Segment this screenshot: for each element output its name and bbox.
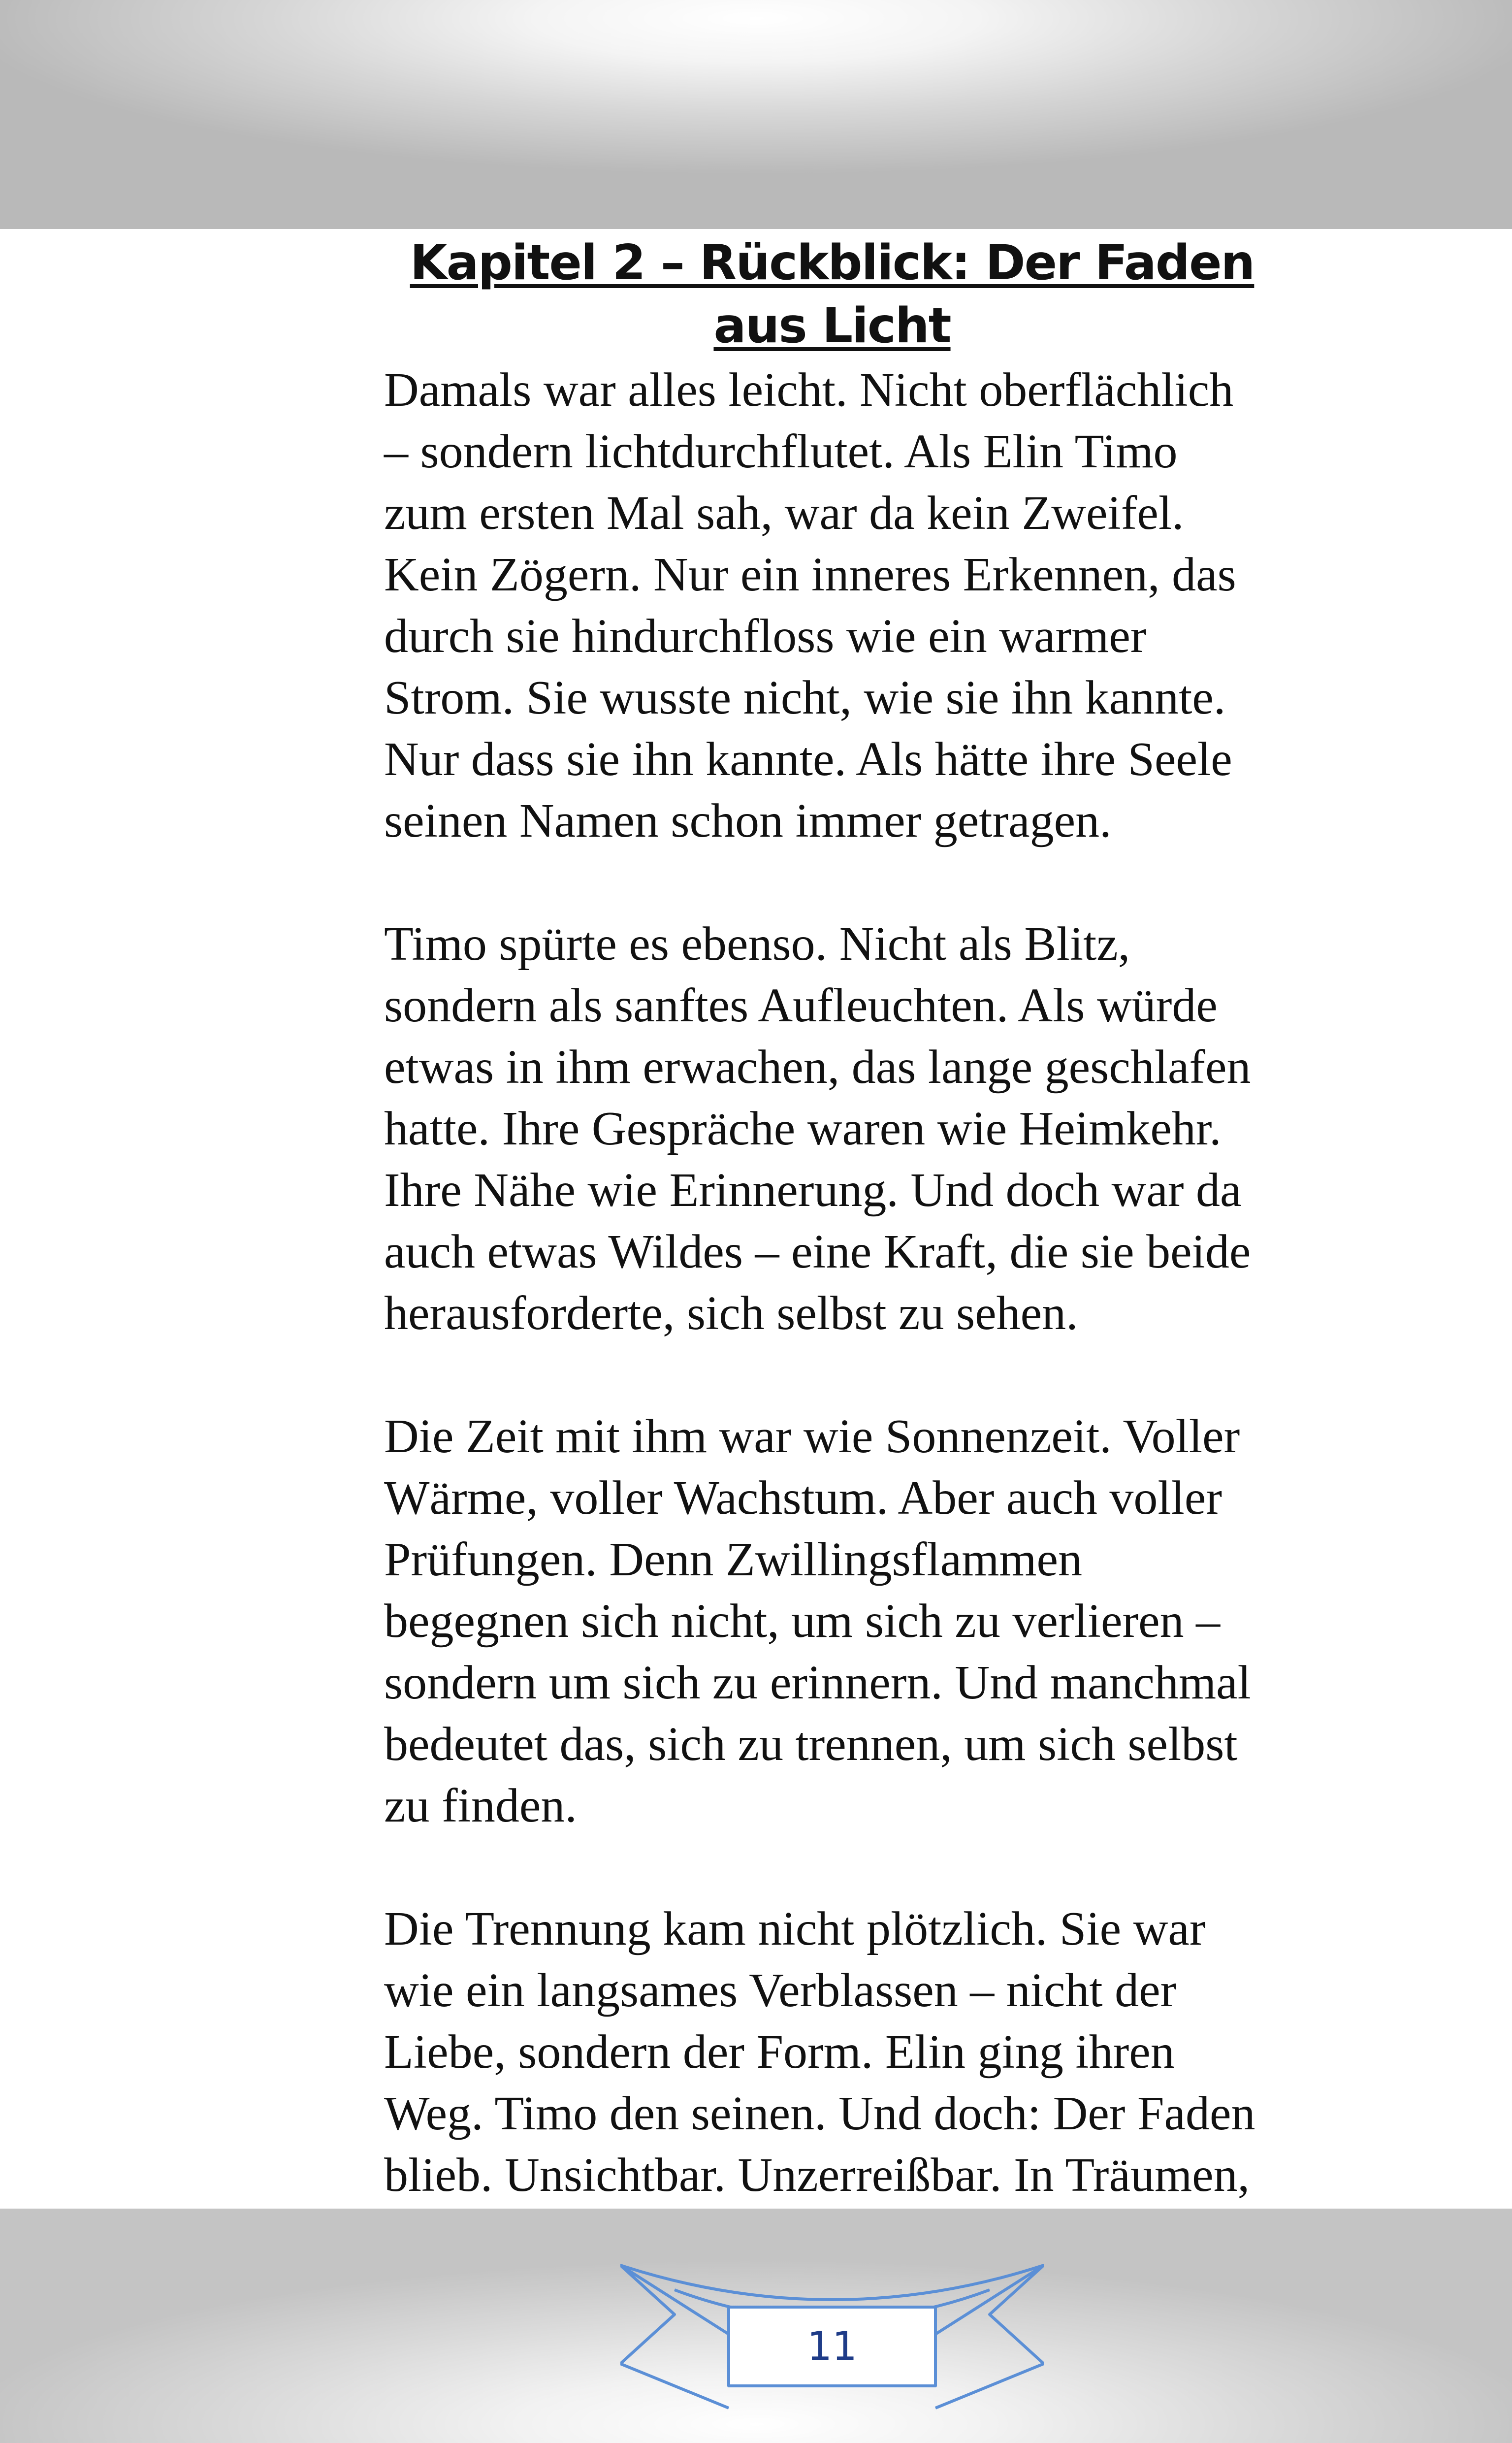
text-line: Die Zeit mit ihm war wie Sonnenzeit. Voller bbox=[384, 1410, 1240, 1463]
text-line: zum ersten Mal sah, war da kein Zweifel. bbox=[384, 487, 1184, 540]
text-line: herausforderte, sich selbst zu sehen. bbox=[384, 1287, 1078, 1340]
page-number: 11 bbox=[807, 2323, 857, 2369]
paragraph-break bbox=[384, 852, 1319, 913]
text-line: Wärme, voller Wachstum. Aber auch voller bbox=[384, 1471, 1222, 1525]
chapter-title-line-1: Kapitel 2 – Rückblick: Der Faden bbox=[410, 235, 1255, 291]
text-line: sondern als sanftes Aufleuchten. Als würde bbox=[384, 979, 1218, 1032]
text-line: Ihre Nähe wie Erinnerung. Und doch war da bbox=[384, 1164, 1242, 1217]
text-line: Damals war alles leicht. Nicht oberflächlich bbox=[384, 363, 1234, 417]
text-line: Strom. Sie wusste nicht, wie sie ihn kannte. bbox=[384, 671, 1226, 724]
chapter-title bbox=[384, 231, 1280, 358]
text-line: zu finden. bbox=[384, 1779, 577, 1832]
text-line: Prüfungen. Denn Zwillingsflammen bbox=[384, 1533, 1083, 1586]
text-line: sondern um sich zu erinnern. Und manchmal bbox=[384, 1656, 1251, 1709]
text-line: seinen Namen schon immer getragen. bbox=[384, 794, 1112, 847]
page-number-ribbon bbox=[620, 2260, 1044, 2423]
text-line: Liebe, sondern der Form. Elin ging ihren bbox=[384, 2025, 1175, 2079]
text-line: Die Trennung kam nicht plötzlich. Sie war bbox=[384, 1902, 1206, 1955]
text-line: wie ein langsames Verblassen – nicht der bbox=[384, 1964, 1177, 2017]
text-line: hatte. Ihre Gespräche waren wie Heimkehr. bbox=[384, 1102, 1222, 1155]
text-line: Timo spürte es ebenso. Nicht als Blitz, bbox=[384, 917, 1130, 971]
header-decoration bbox=[0, 0, 1512, 229]
text-line: Kein Zögern. Nur ein inneres Erkennen, das bbox=[384, 548, 1236, 601]
paragraph-break bbox=[384, 1837, 1319, 1898]
text-line: blieb. Unsichtbar. Unzerreißbar. In Träumen, bbox=[384, 2149, 1250, 2202]
text-line: etwas in ihm erwachen, das lange geschlafen bbox=[384, 1041, 1251, 1094]
text-line: auch etwas Wildes – eine Kraft, die sie beide bbox=[384, 1225, 1251, 1278]
chapter-body-text bbox=[384, 359, 1319, 2206]
text-line: Nur dass sie ihn kannte. Als hätte ihre Seele bbox=[384, 733, 1232, 786]
paragraph-break bbox=[384, 1344, 1319, 1406]
text-line: durch sie hindurchfloss wie ein warmer bbox=[384, 610, 1147, 663]
chapter-title-line-2: aus Licht bbox=[713, 298, 951, 354]
text-line: bedeutet das, sich zu trennen, um sich selbst bbox=[384, 1718, 1238, 1771]
text-line: Weg. Timo den seinen. Und doch: Der Faden bbox=[384, 2087, 1255, 2140]
text-line: begegnen sich nicht, um sich zu verlieren – bbox=[384, 1595, 1221, 1648]
text-line: – sondern lichtdurchflutet. Als Elin Timo bbox=[384, 425, 1178, 478]
